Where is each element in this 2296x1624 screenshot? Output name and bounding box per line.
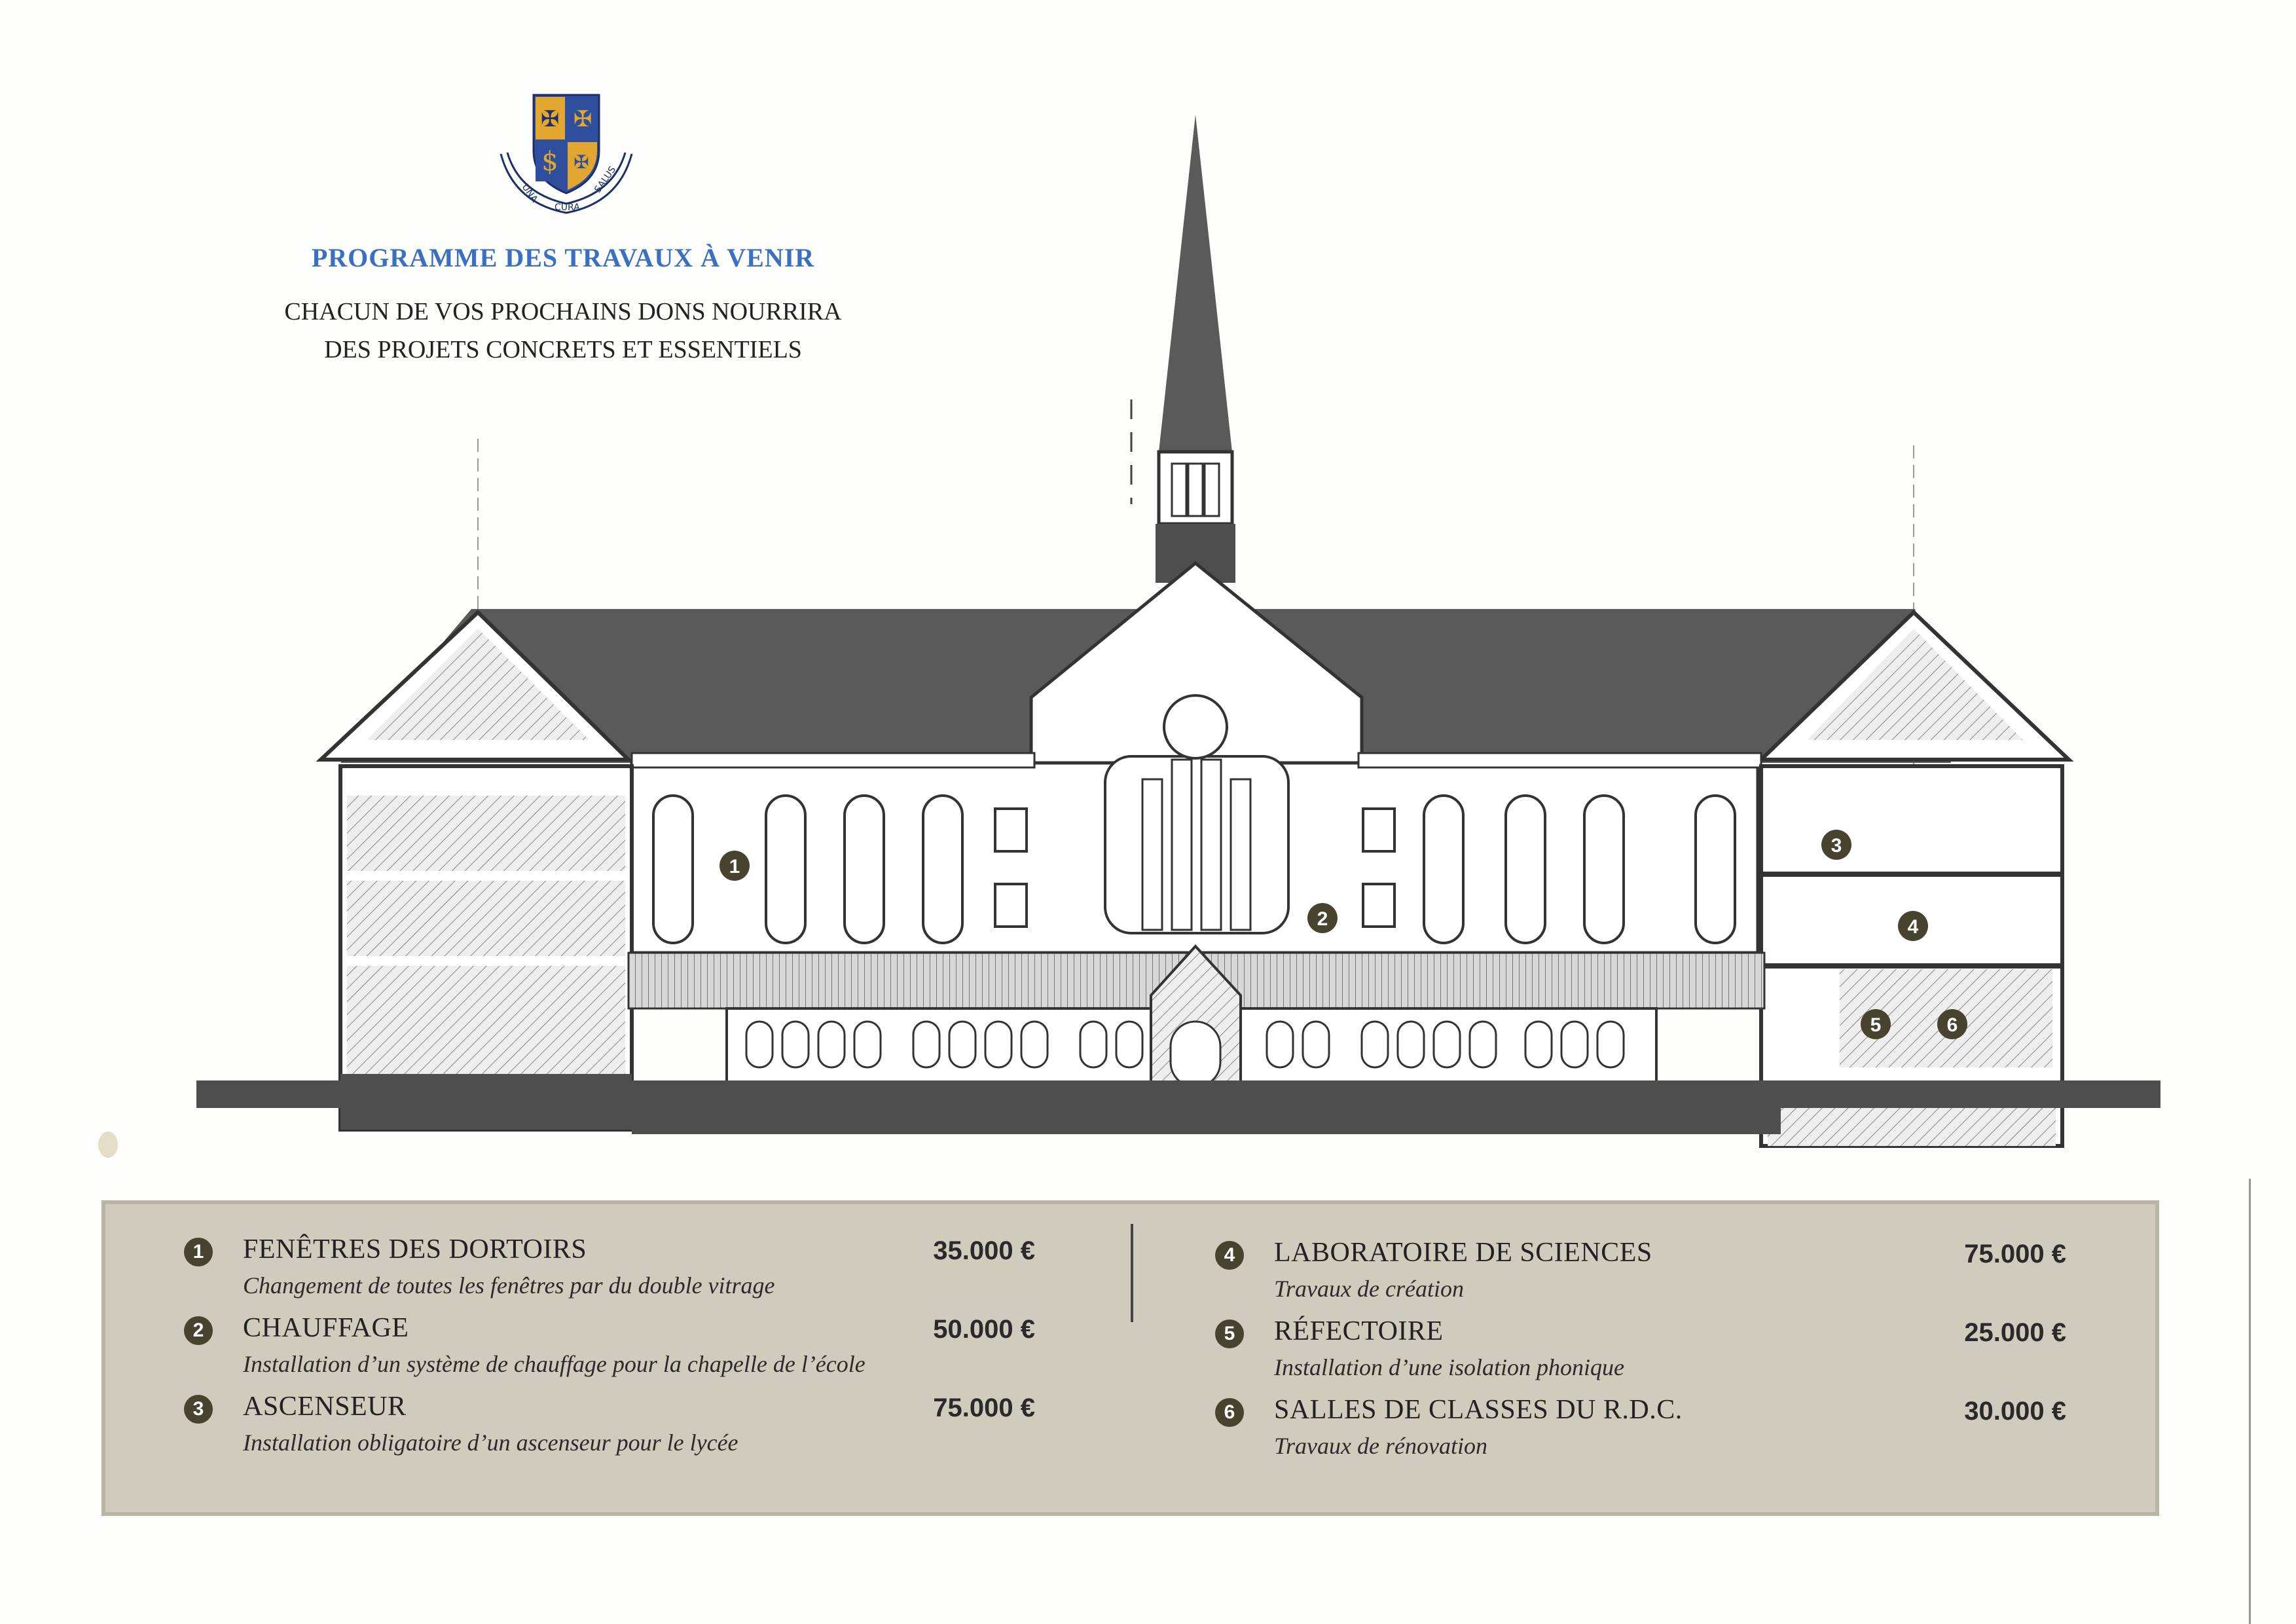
project-title: LABORATOIRE DE SCIENCES: [1274, 1238, 1652, 1268]
project-price: 35.000 €: [933, 1236, 1035, 1265]
subtitle-line-1: CHACUN DE VOS PROCHAINS DONS NOURRIRA: [284, 298, 842, 325]
project-item-1: [184, 1234, 1035, 1306]
marker-6: 6: [1946, 1014, 1958, 1036]
project-price: 75.000 €: [933, 1393, 1035, 1422]
svg-text:CURA: CURA: [555, 202, 580, 213]
svg-text:UNA: UNA: [519, 182, 540, 205]
project-number-badge: 4: [1215, 1241, 1244, 1270]
project-item-4: [1215, 1237, 2066, 1309]
project-number-badge: 3: [184, 1395, 213, 1424]
project-title: CHAUFFAGE: [243, 1313, 409, 1343]
page-title: PROGRAMME DES TRAVAUX À VENIR: [311, 243, 815, 272]
project-price: 30.000 €: [1964, 1397, 2066, 1426]
project-item-2: [184, 1312, 1035, 1384]
project-price: 25.000 €: [1964, 1318, 2066, 1347]
project-description: Travaux de rénovation: [1274, 1433, 1487, 1459]
project-number-badge: 2: [184, 1316, 213, 1345]
project-price: 50.000 €: [933, 1315, 1035, 1344]
marker-5: 5: [1870, 1014, 1882, 1036]
project-description: Installation d’une isolation phonique: [1274, 1354, 1624, 1380]
project-item-5: [1215, 1316, 2066, 1388]
marker-2: 2: [1317, 908, 1328, 930]
project-item-6: [1215, 1394, 2066, 1466]
project-description: Installation d’un système de chauffage pour la chapelle de l’école: [243, 1351, 866, 1377]
scan-edge-line: [2249, 1179, 2251, 1624]
project-title: SALLES DE CLASSES DU R.D.C.: [1274, 1395, 1683, 1425]
project-description: Travaux de création: [1274, 1276, 1464, 1302]
project-item-3: [184, 1391, 1035, 1463]
marker-1: 1: [729, 856, 740, 877]
panel-divider: [1131, 1224, 1133, 1322]
svg-text:✠: ✠: [540, 106, 560, 132]
project-price: 75.000 €: [1964, 1240, 2066, 1268]
project-title: FENÊTRES DES DORTOIRS: [243, 1234, 587, 1264]
project-description: Changement de toutes les fenêtres par du double vitrage: [243, 1272, 775, 1299]
subtitle-line-2: DES PROJETS CONCRETS ET ESSENTIELS: [324, 336, 802, 363]
projects-panel: [101, 1200, 2159, 1516]
project-title: RÉFECTOIRE: [1274, 1316, 1444, 1346]
project-number-badge: 6: [1215, 1398, 1244, 1427]
svg-text:SALUS: SALUS: [592, 164, 619, 195]
project-number-badge: 5: [1215, 1320, 1244, 1348]
svg-text:$: $: [541, 147, 558, 177]
paper-stain: [98, 1132, 118, 1158]
marker-4: 4: [1907, 916, 1919, 938]
project-number-badge: 1: [184, 1238, 213, 1266]
project-title: ASCENSEUR: [243, 1392, 407, 1422]
marker-3: 3: [1831, 835, 1842, 857]
svg-text:✠: ✠: [574, 151, 589, 173]
svg-text:✠: ✠: [573, 106, 592, 132]
project-description: Installation obligatoire d’un ascenseur pour le lycée: [243, 1430, 738, 1456]
